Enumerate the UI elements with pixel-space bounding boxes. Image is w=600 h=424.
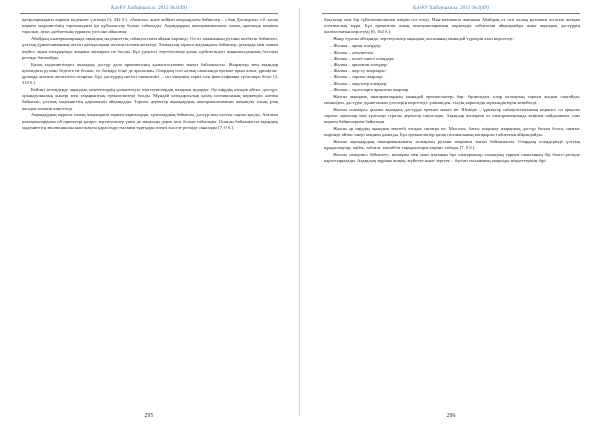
list-item: – Жалпы – тарихи жырлар; [330, 74, 384, 80]
paragraph: Жалпы «шежіре» ұғымы ақындық дəстүрде ерекше мəнге ие. Шежіре – ұрпақтар сабақтастығының көрінісі, ол арқылы тарихи оқиғалар мен тұлғалар туралы деректер сақталады. Ақындар шежірені өз шығармаларында кеңінен пайдаланып, оны көркем бейнелермен байытқан. [324, 107, 580, 125]
paragraph: Жалпы ақындардың шығармашылығы халықтың рухани өмірімен тығыз байланысты. Олардың өлеңдерінде ұлттық құндылықтар, еңбек, табиғат, махаббат тақырыптары көрініс табады [7, 0 б.]. [324, 139, 580, 151]
page-body [324, 17, 580, 413]
paragraph: Абайдың шығармаларында ақындық мəдениеттің сабақтастығы айқын көрінеді. Ол өз заманының рухани келбетін бейнелеп, ұлттық дүниетанымның негізгі қағидаларын поэзия тілімен жеткізді. Халықтың тарихи жадындағы бейнелер, ұғымдар мен таным жүйесі ақын өлеңдерінде жаңаша мазмұнға ие болды. Бұл үдерісті зерттеушілер қазақ əдебиетіндегі жаңашылдықтың бастауы ретінде бағалайды. [22, 36, 278, 60]
page-number: 295 [144, 413, 154, 419]
running-head: ҚазҰУ Хабаршысы. 2015 №3(49) [413, 6, 489, 11]
page-number: 296 [446, 413, 456, 419]
list-item: – Жалпы – өсиет-өнеге өлеңдері; [330, 55, 395, 61]
genre-list [330, 43, 580, 93]
paragraph: Жалпы «өмірлік» бейнелеуі, мазмұны мен мəні жағынан бұл шығармалар халықтың тарихи санасының бір бөлігі ретінде қарастырылады. Ақындық мұраны жинау, жүйелеу жəне зерттеу – бүгінгі ғылымның маңызды міндеттерінің бірі. [324, 152, 580, 164]
list-item: – Жалпы – жер-су жырлары; [330, 68, 386, 74]
header-rule [322, 13, 580, 14]
paragraph: бақсылар мен бір сүйіспеншілікпен өмірін сөз етеді. Мəн-мағынасы жағынан Абайдың өз сөзі халық рухымен астасып жатқан поэтикалық мұра. Бұл ерекшелік оның шығармаларының көркемдік табиғатын айқындайды және ақындық дəстүрдің жалғастығын көрсетеді [6, 162 б.]. [324, 17, 580, 35]
list-item: – Жалпы – тұлғаларға арналған жырлар. [330, 86, 410, 92]
page-body [22, 17, 278, 413]
header-rule [20, 13, 278, 14]
paragraph: Жанр туралы айтқанда, зерттеушілер ақындық поэзияның мынадай түрлерін атап көрсетеді: [333, 36, 514, 42]
paragraph: Жалпы əр өңірдің ақындық мектебі өзіндік сипатқа ие. Мысалы, батыс өңірінде жыраулық дəстүр басым болса, шығыс өңірінде айтыс өнері кеңінен дамыды. Бұл ерекшеліктер қазақ поэзиясының көпқырлы табиғатын айқындайды. [324, 126, 580, 138]
paragraph: қатарларындағы көркем мәдениет үлгілері [3, 342 б.]. «Аккозы» жəне кейінгі жырлардағы бейнелер – «Аян Досаңұлы» т.б. қазақ көркем мəдениетінің тарихындағы ірі құбылыстар болып табылады. Ақындардың шығармашылығы халық арасында кеңінен таралып, ауыз əдебиетінің тұрақты үлгісіне айналған. [22, 17, 278, 35]
paragraph: Ақындардың мұрасы халық жадындағы тарихи оқиғаларды, тұлғалардың бейнесін, дəстүр мен салтты сақтап қалды. Аталған шығармалардағы ой өрнектері қазіргі зерттеушілер үшін де маңызды дерек көзі болып табылады. Осыған байланысты ақындық мəдениеттің эволюциясын жан-жақты қарастыру ғылыми тұрғыдан өзекті мəселе ретінде саналады [7, 0 б.]. [22, 112, 278, 130]
gutter-divider [299, 8, 300, 416]
paragraph: Кейінгі кезеңдерде ақындық мектептердің қалыптасуы зерттеушілердің назарын аударды. Əр өңірдің өзіндік айтыс дəстүрі, орындаушылық мəнері мен тақырыптық ерекшеліктері болды. Мұндай көпқырлылық қазақ поэзиясының көркемдік əлемін байытып, ұлттық мəдениеттің даралығын айқындады. Тарихи деректер ақындардың шығармашылығын жинақтау ісінің ұзақ жолдан өткенін көрсетеді. [22, 87, 278, 111]
paragraph: Жалпы ақындық шығармалардың мынадай ерекшеліктері бар: біріншіден, олар халықтың тарихи жадын сақтайды; екіншіден, дəстүрлі дүниетаным үлгілерін көрсетеді; үшіншіден, тілдің көркемдік мүмкіндіктерін кеңейтеді. [324, 94, 580, 106]
right-page [306, 0, 596, 424]
list-item: – Жалпы – арнау өлеңдер; [330, 43, 382, 49]
list-item: – Жалпы – мұң-шер өлеңдер; [330, 80, 388, 86]
list-item: – Жалпы – арналған өлеңдер; [330, 62, 388, 68]
left-page [4, 0, 294, 424]
running-head: ҚазҰУ Хабаршысы. 2015 №3(49) [111, 6, 187, 11]
paragraph: Қазақ мəдениетіндегі ақындық дəстүр дала өркениетінің қалыптасуымен тығыз байланысты. Жыраулар мен ақындар қоғамдағы рухани беделге ие болып, ел басқару ісіне де араласқан. Олардың сөзі халық санасында ерекше орын алып, ұрпақтан-ұрпаққа ауызша жеткізіліп отырған. Бұл дəстүрдің негізгі ерекшелігі – сөз өнерінің тарих пен философияны тұтастыра білуі [3, 310 б.]. [22, 61, 278, 86]
list-item: – Жалпы – əлеуметтік; [330, 49, 375, 55]
